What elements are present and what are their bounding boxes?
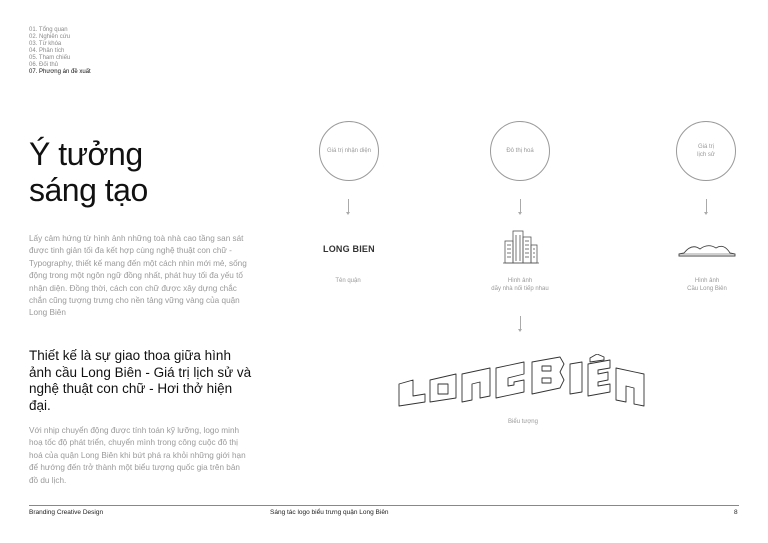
toc-item-overview[interactable]: 01. Tổng quan <box>29 27 68 33</box>
toc-item-keywords[interactable]: 03. Từ khóa <box>29 41 62 47</box>
concept-circle-history-label <box>697 143 715 159</box>
district-name-wordmark: LONG BIEN <box>323 244 375 254</box>
intro-paragraph: Lấy cảm hứng từ hình ảnh những toà nhà cao tầng san sát được tinh giản tối đa kết hợp cùng nghệ thuật con chữ - Typography, thiết kế mang đến một cách nhìn mới mẻ, sống động trong một ngôn ngữ đồng nhất, phát huy tối đa yếu tố nhận diện. Đồng thời, cách con chữ được xây dựng chắc chắn cũng tượng trưng cho nền tảng vững vàng của quận Long Biên <box>29 234 247 318</box>
highlight-statement: Thiết kế là sự giao thoa giữa hình ảnh cầu Long Biên - Giá trị lịch sử và nghệ thuật con chữ - Hơi thở hiện đại. <box>29 348 252 413</box>
concept-circle-urbanization-label: Đô thị hoá <box>506 148 534 154</box>
long-bien-logo <box>396 354 650 410</box>
concept-circle-history-line-2: lịch sử <box>697 152 715 158</box>
logo-caption: Biểu tượng <box>508 419 538 425</box>
toc-item-competitors[interactable]: 06. Đối thủ <box>29 62 59 68</box>
bridge-caption <box>666 277 748 293</box>
footer-project-title: Sáng tác logo biểu trưng quận Long Biên <box>270 509 389 516</box>
concept-circle-history <box>676 121 736 181</box>
bridge-caption-line-2: Cầu Long Biên <box>687 286 727 292</box>
footer-page-number: 8 <box>734 509 738 516</box>
concept-circle-urbanization <box>490 121 550 181</box>
concept-circle-history-line-1: Giá trị <box>697 144 714 150</box>
concept-circle-identity <box>319 121 379 181</box>
toc-item-analysis[interactable]: 04. Phân tích <box>29 48 65 54</box>
toc-item-references[interactable]: 05. Tham chiếu <box>29 55 71 61</box>
page-title-line-2: sáng tạo <box>29 172 148 208</box>
buildings-caption-line-2: dãy nhà nối tiếp nhau <box>491 286 549 292</box>
page-title-line-1: Ý tưởng <box>29 136 143 172</box>
arrow-down-3 <box>706 199 707 213</box>
district-name-caption: Tên quận <box>335 278 361 284</box>
page-title <box>29 136 148 208</box>
bridge-caption-line-1: Hình ảnh <box>694 278 720 284</box>
concept-circle-identity-label: Giá trị nhận diện <box>326 148 372 154</box>
buildings-caption <box>470 277 570 293</box>
toc-item-research[interactable]: 02. Nghiên cứu <box>29 34 71 40</box>
arrow-down-2 <box>520 199 521 213</box>
closing-paragraph: Với nhịp chuyển động được tính toán kỹ lưỡng, logo minh hoạ tốc độ phát triển, chuyển mình trong công cuộc đô thị hoá của quận Long Biên khi bứt phá ra khỏi những giới hạn để hướng đến trở thành một biểu tượng quốc gia trên bản đồ du lịch. <box>29 426 246 485</box>
table-of-contents <box>29 27 91 76</box>
bridge-icon <box>678 240 736 258</box>
footer-brand: Branding Creative Design <box>29 509 104 516</box>
footer-divider <box>29 505 739 506</box>
buildings-caption-line-1: Hình ảnh <box>507 278 533 284</box>
toc-item-proposal[interactable]: 07. Phương án đề xuất <box>29 69 91 75</box>
buildings-icon <box>503 227 539 265</box>
arrow-down-4 <box>520 316 521 330</box>
arrow-down-1 <box>348 199 349 213</box>
